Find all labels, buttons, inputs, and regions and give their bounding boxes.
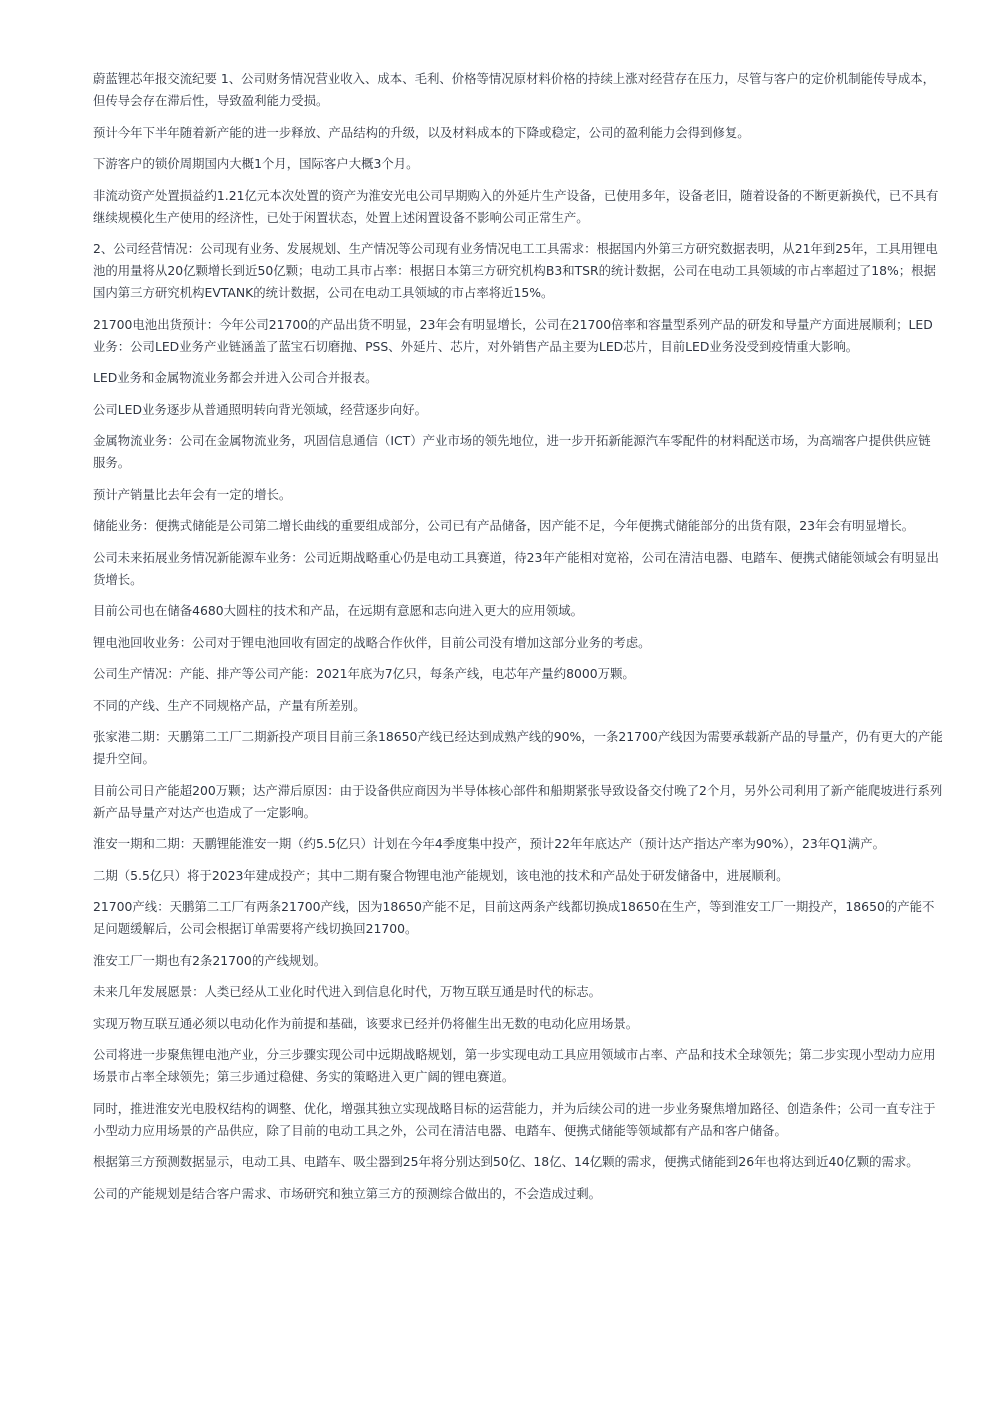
paragraph: 2、公司经营情况：公司现有业务、发展规划、生产情况等公司现有业务情况电工工具需求：根据国内外第三方研究数据表明，从21年到25年，工具用锂电池的用量将从20亿颗增长到近50亿颗；电动工具市占率：根据日本第三方研究机构B3和TSR的统计数据，公司在电动工具领域的市占率超过了18%；根据国内第三方研究机构EVTANK的统计数据，公司在电动工具领域的市占率将近15%。: [93, 241, 938, 300]
paragraph: 锂电池回收业务：公司对于锂电池回收有固定的战略合作伙伴，目前公司没有增加这部分业务的考虑。: [93, 634, 651, 650]
paragraph: 21700产线：天鹏第二工厂有两条21700产线，因为18650产能不足，目前这两条产线都切换成18650在生产，等到淮安工厂一期投产，18650的产能不足问题缓解后，公司会根据订单需要将产线切换回21700。: [93, 899, 935, 936]
paragraph: 目前公司也在储备4680大圆柱的技术和产品，在远期有意愿和志向进入更大的应用领域。: [93, 603, 583, 618]
paragraph: 实现万物互联互通必须以电动化作为前提和基础，该要求已经并仍将催生出无数的电动化应用场景。: [93, 1015, 639, 1031]
paragraph: 张家港二期：天鹏第二工厂二期新投产项目目前三条18650产线已经达到成熟产线的90%，一条21700产线因为需要承载新产品的导量产，仍有更大的产能提升空间。: [93, 729, 943, 766]
paragraph: 预计今年下半年随着新产能的进一步释放、产品结构的升级，以及材料成本的下降或稳定，公司的盈利能力会得到修复。: [93, 124, 750, 140]
paragraph: 根据第三方预测数据显示，电动工具、电踏车、吸尘器到25年将分别达到50亿、18亿、14亿颗的需求，便携式储能到26年也将达到近40亿颗的需求。: [93, 1154, 919, 1169]
paragraph: 二期（5.5亿只）将于2023年建成投产；其中二期有聚合物锂电池产能规划，该电池的技术和产品处于研发储备中，进展顺利。: [93, 867, 789, 883]
paragraph: 蔚蓝锂芯年报交流纪要 1、公司财务情况营业收入、成本、毛利、价格等情况原材料价格的持续上涨对经营存在压力，尽管与客户的定价机制能传导成本，但传导会存在滞后性，导致盈利能力受损。: [93, 71, 935, 108]
paragraph: 淮安一期和二期：天鹏锂能淮安一期（约5.5亿只）计划在今年4季度集中投产，预计22年年底达产（预计达产指达产率为90%），23年Q1满产。: [93, 836, 885, 851]
paragraph: 公司的产能规划是结合客户需求、市场研究和独立第三方的预测综合做出的，不会造成过剩。: [93, 1185, 602, 1201]
paragraph: 公司将进一步聚焦锂电池产业，分三步骤实现公司中远期战略规划，第一步实现电动工具应用领域市占率、产品和技术全球领先；第二步实现小型动力应用场景市占率全球领先；第三步通过稳健、务实的策略进入更广阔的锂电赛道。: [93, 1047, 936, 1084]
paragraph: 公司未来拓展业务情况新能源车业务：公司近期战略重心仍是电动工具赛道，待23年产能相对宽裕，公司在清洁电器、电踏车、便携式储能领域会有明显出货增长。: [93, 549, 939, 587]
paragraph: 同时，推进淮安光电股权结构的调整、优化，增强其独立实现战略目标的运营能力，并为后续公司的进一步业务聚焦增加路径、创造条件；公司一直专注于小型动力应用场景的产品供应，除了目前的电动工具之外，公司在清洁电器、电踏车、便携式储能等领域都有产品和客户储备。: [93, 1100, 936, 1138]
paragraph: 下游客户的锁价周期国内大概1个月，国际客户大概3个月。: [93, 156, 419, 171]
paragraph: 淮安工厂一期也有2条21700的产线规划。: [93, 952, 327, 968]
paragraph: 目前公司日产能超200万颗；达产滞后原因：由于设备供应商因为半导体核心部件和船期紧张导致设备交付晚了2个月，另外公司利用了新产能爬坡进行系列新产品导量产对达产也造成了一定影响。: [93, 782, 943, 820]
paragraph: 公司生产情况：产能、排产等公司产能：2021年底为7亿只，每条产线，电芯年产量约8000万颗。: [93, 666, 635, 681]
paragraph: 不同的产线、生产不同规格产品，产量有所差别。: [93, 697, 366, 713]
paragraph: 21700电池出货预计：今年公司21700的产品出货不明显，23年会有明显增长，公司在21700倍率和容量型系列产品的研发和导量产方面进展顺利；LED业务：公司LED业务产业链涵盖了蓝宝石切磨抛、PSS、外延片、芯片，对外销售产品主要为LED芯片，目前LED业务没受到疫情重大影响。: [93, 316, 933, 354]
paragraph: LED业务和金属物流业务都会并进入公司合并报表。: [93, 370, 378, 385]
paragraph: 公司LED业务逐步从普通照明转向背光领域，经营逐步向好。: [93, 401, 428, 417]
paragraph: 未来几年发展愿景：人类已经从工业化时代进入到信息化时代，万物互联互通是时代的标志。: [93, 984, 602, 999]
paragraph: 储能业务：便携式储能是公司第二增长曲线的重要组成部分，公司已有产品储备，因产能不足，今年便携式储能部分的出货有限，23年会有明显增长。: [93, 518, 915, 533]
document-body: [93, 68, 943, 1214]
paragraph: 非流动资产处置损益约1.21亿元本次处置的资产为淮安光电公司早期购入的外延片生产设备，已使用多年，设备老旧，随着设备的不断更新换代，已不具有继续规模化生产使用的经济性，已处于闲置状态，处置上述闲置设备不影响公司正常生产。: [93, 187, 939, 225]
paragraph: 预计产销量比去年会有一定的增长。: [93, 486, 292, 502]
paragraph: 金属物流业务：公司在金属物流业务，巩固信息通信（ICT）产业市场的领先地位，进一步开拓新能源汽车零配件的材料配送市场，为高端客户提供供应链服务。: [93, 433, 931, 470]
